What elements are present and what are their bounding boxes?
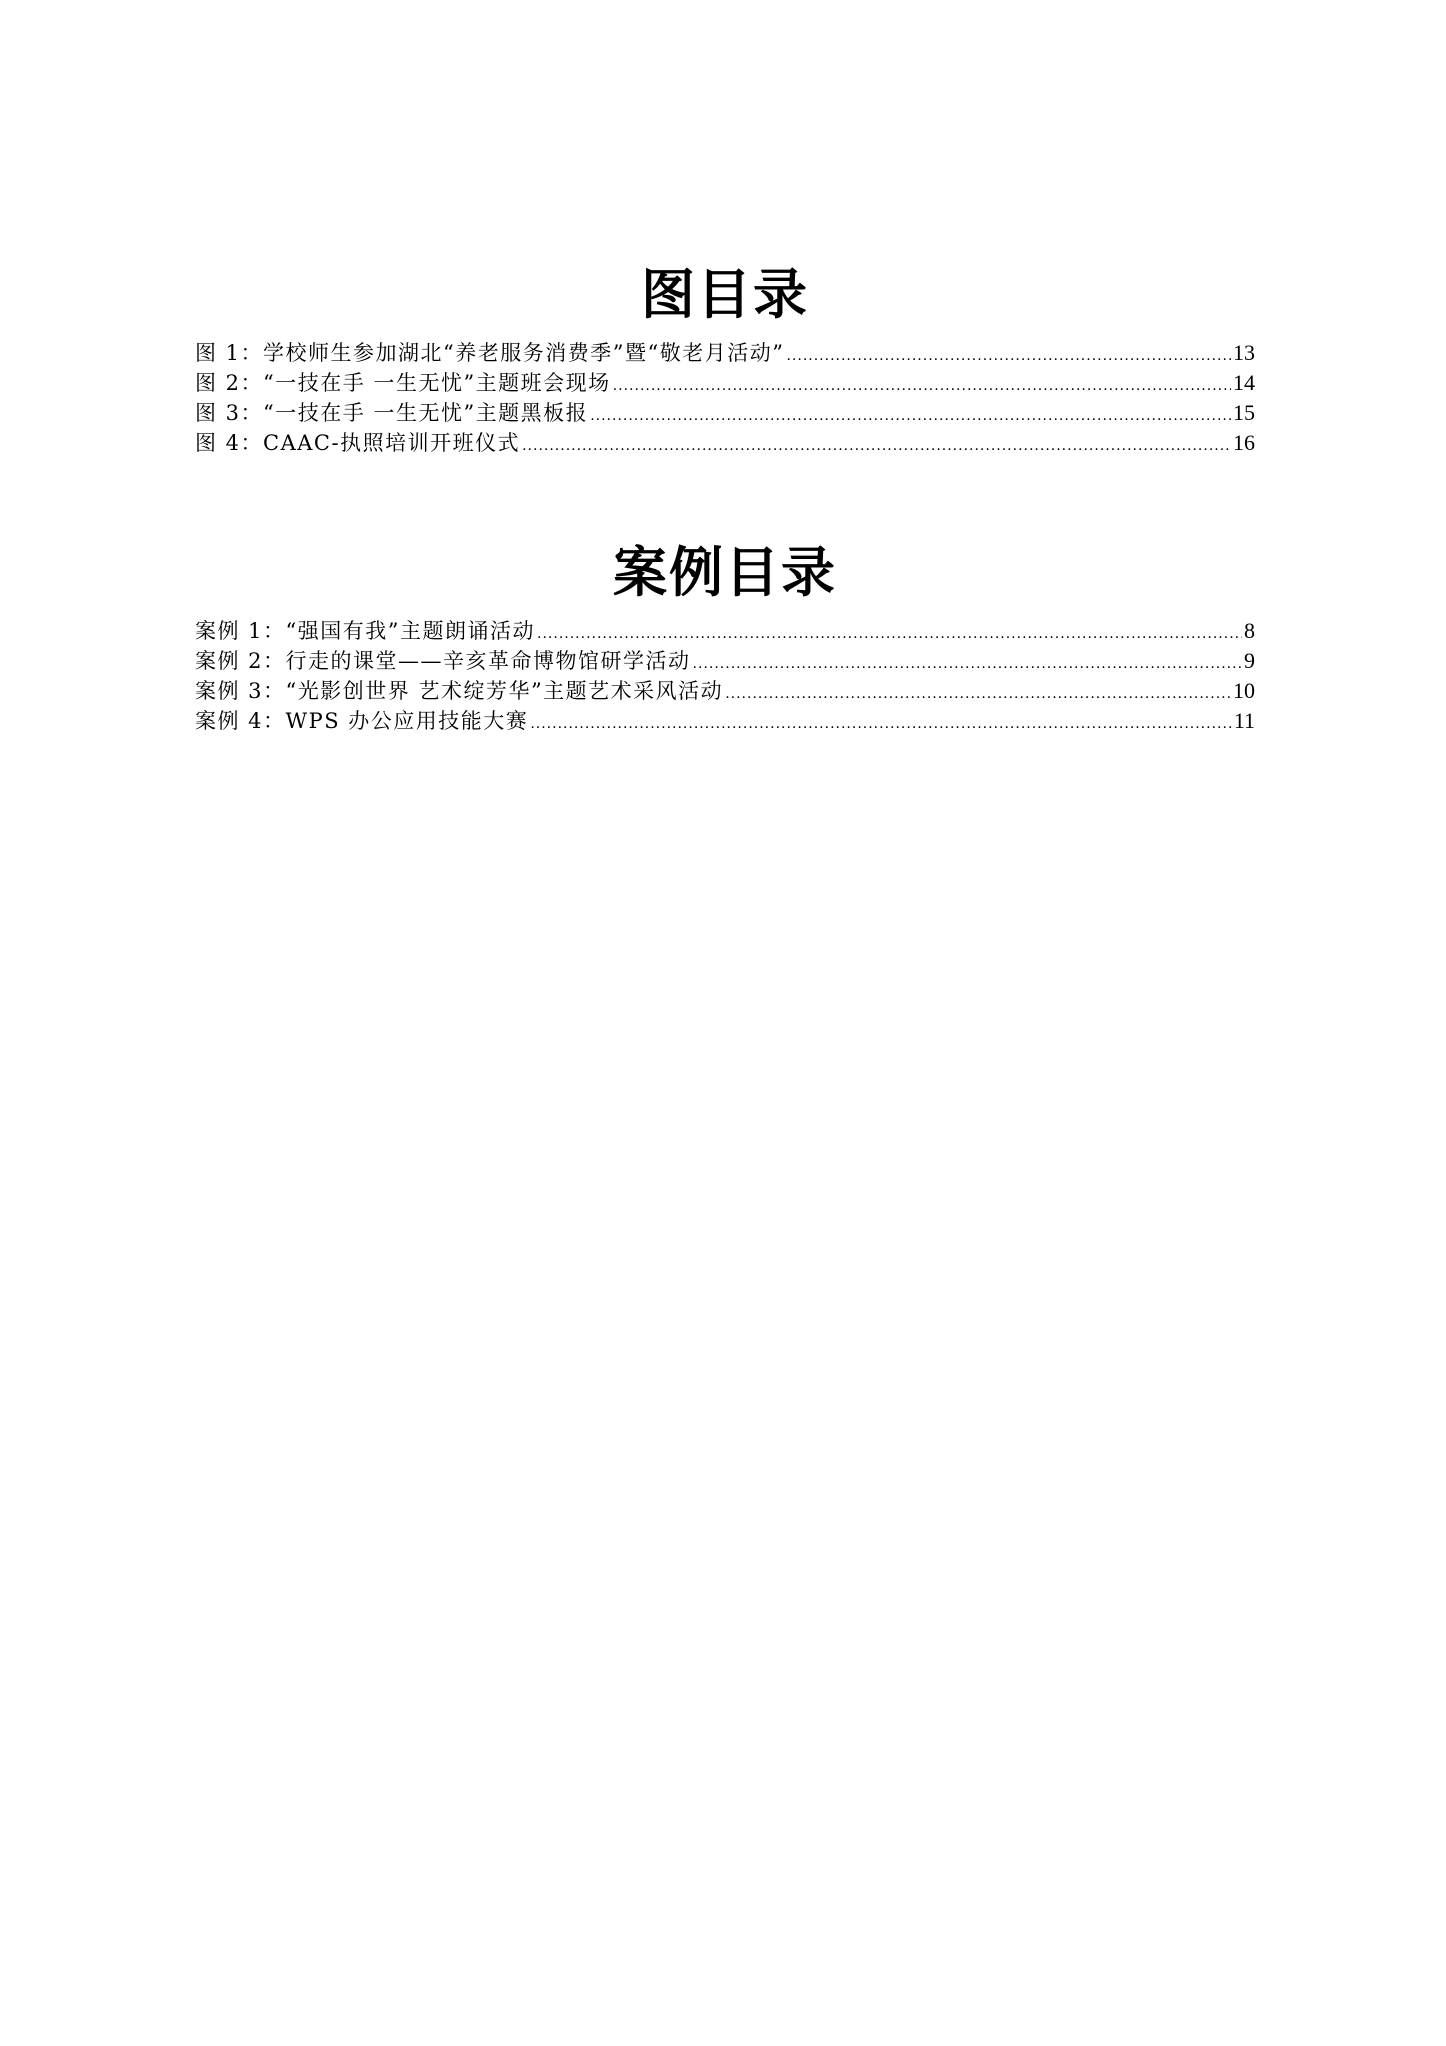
case-entry-label: 案例 3：“光影创世界 艺术绽芳华”主题艺术采风活动 xyxy=(195,679,724,703)
dot-leader xyxy=(537,619,1242,649)
case-entry[interactable] xyxy=(195,706,1255,736)
case-entry[interactable] xyxy=(195,646,1255,676)
figure-entry[interactable] xyxy=(195,338,1255,368)
case-entry-label: 案例 2：行走的课堂——辛亥革命博物馆研学活动 xyxy=(195,649,691,673)
figure-entry-page: 16 xyxy=(1233,430,1255,455)
figure-entry-page: 15 xyxy=(1233,400,1255,425)
case-list xyxy=(195,616,1255,736)
case-entry-page: 11 xyxy=(1233,708,1255,733)
figure-list-title: 图目录 xyxy=(641,262,809,326)
dot-leader xyxy=(530,709,1232,739)
case-list-section xyxy=(195,540,1255,736)
case-entry-page: 10 xyxy=(1233,678,1255,703)
figure-entry-label: 图 3：“一技在手 一生无忧”主题黑板报 xyxy=(195,401,589,425)
dot-leader xyxy=(786,341,1231,371)
figure-list xyxy=(195,338,1255,458)
figure-entry-label: 图 4：CAAC-执照培训开班仪式 xyxy=(195,431,521,455)
figure-entry-page: 14 xyxy=(1233,370,1255,395)
figure-entry[interactable] xyxy=(195,398,1255,428)
dot-leader xyxy=(725,679,1231,709)
figure-entry[interactable] xyxy=(195,428,1255,458)
case-entry-page: 9 xyxy=(1244,648,1255,673)
case-entry-page: 8 xyxy=(1244,618,1255,643)
case-entry-label: 案例 1：“强国有我”主题朗诵活动 xyxy=(195,619,536,643)
case-entry-label: 案例 4：WPS 办公应用技能大赛 xyxy=(195,709,529,733)
figure-entry-label: 图 1：学校师生参加湖北“养老服务消费季”暨“敬老月活动” xyxy=(195,341,785,365)
dot-leader xyxy=(613,371,1231,401)
dot-leader xyxy=(590,401,1231,431)
figure-entry-page: 13 xyxy=(1233,340,1255,365)
case-list-title: 案例目录 xyxy=(613,540,837,604)
case-entry[interactable] xyxy=(195,676,1255,706)
case-entry[interactable] xyxy=(195,616,1255,646)
dot-leader xyxy=(522,431,1231,461)
figure-entry-label: 图 2：“一技在手 一生无忧”主题班会现场 xyxy=(195,371,611,395)
figure-entry[interactable] xyxy=(195,368,1255,398)
dot-leader xyxy=(693,649,1242,679)
figure-list-section xyxy=(195,262,1255,458)
